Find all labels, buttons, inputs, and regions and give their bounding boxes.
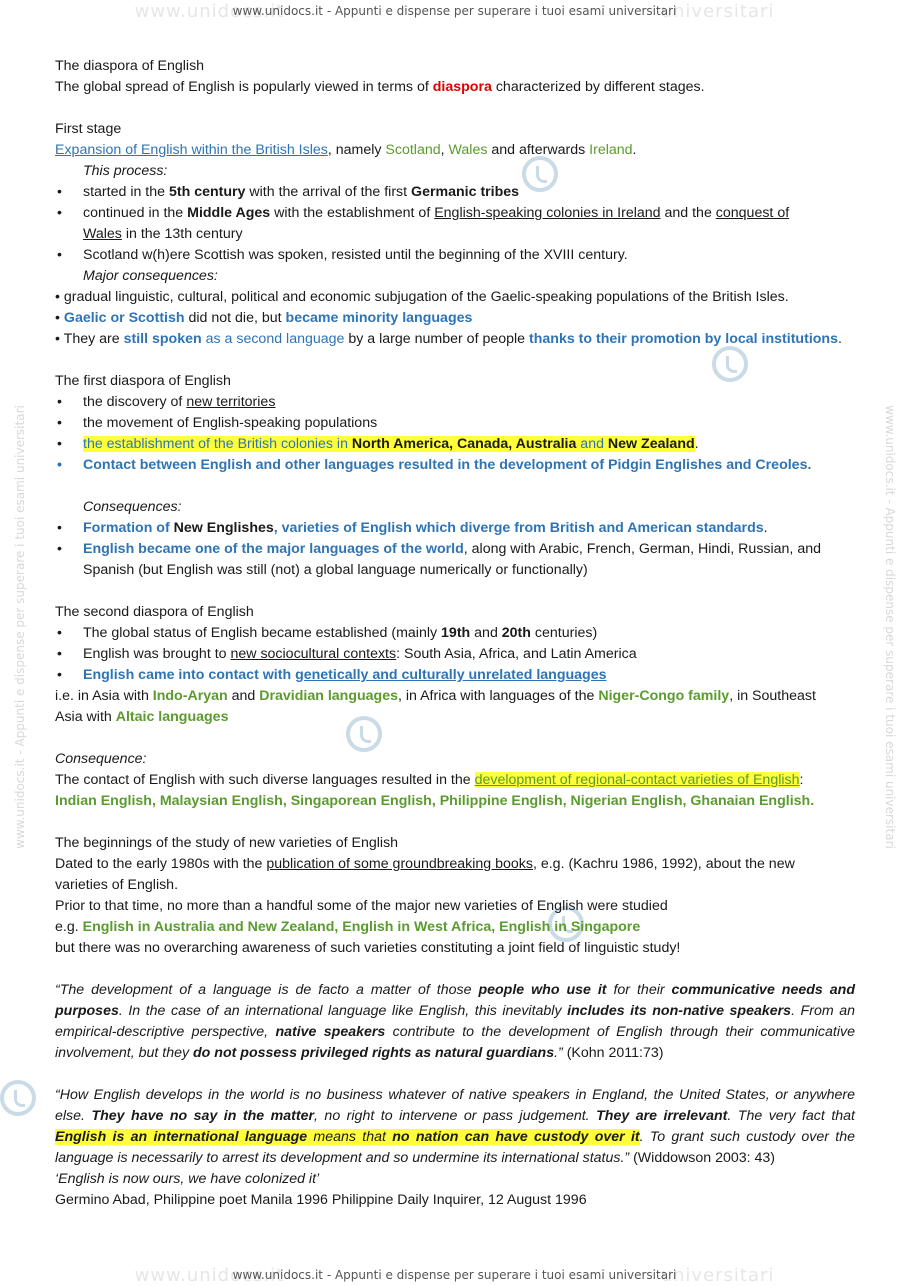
process-label: This process: bbox=[83, 163, 168, 179]
header-banner-faint: www.unidocs.it universitari bbox=[134, 1, 775, 22]
header-banner bbox=[0, 1, 909, 22]
consequence-item: • They are still spoken as a second language by a large number of people thanks to their promotion by local institutions. bbox=[55, 331, 842, 347]
ie-paragraph-continuation: Asia with Altaic languages bbox=[55, 709, 229, 725]
consequences-label: Consequences: bbox=[83, 499, 182, 515]
first-stage-lead: Expansion of English within the British Isles, namely Scotland, Wales and afterwards Ireland. bbox=[55, 142, 637, 158]
beginnings-line: Prior to that time, no more than a handful some of the major new varieties of English were studied bbox=[55, 898, 668, 914]
section-title-beginnings: The beginnings of the study of new varieties of English bbox=[55, 835, 399, 851]
quote-english-ours: ‘English is now ours, we have colonized it’ bbox=[55, 1171, 320, 1187]
beginnings-line: but there was no overarching awareness of such varieties constituting a joint field of linguistic study! bbox=[55, 940, 681, 956]
section-title-first-diaspora: The first diaspora of English bbox=[55, 373, 231, 389]
list-item-continuation: Wales in the 13th century bbox=[83, 226, 243, 242]
list-item: • English came into contact with genetically and culturally unrelated languages bbox=[55, 665, 855, 686]
list-item: • Scotland w(h)ere Scottish was spoken, resisted until the beginning of the XVIII century. bbox=[55, 245, 855, 266]
quote-widdowson: “How English develops in the world is no business whatever of native speakers in England, the United States, or anywhere else. They have no say in the matter, no right to intervene or pass judgement. They are irrelevant. The very fact that English is an international language means that no nation can have custody over it. To grant such custody over the language is necessarily to arrest its development and so undermine its international status.” (Widdowson 2003: 43) bbox=[55, 1087, 856, 1166]
list-item: • Formation of New Englishes, varieties of English which diverge from British and American standards. bbox=[55, 518, 855, 539]
list-item: • The global status of English became established (mainly 19th and 20th centuries) bbox=[55, 623, 855, 644]
intro-paragraph: The global spread of English is popularly viewed in terms of diaspora characterized by different stages. bbox=[55, 79, 705, 95]
section-title-first-stage: First stage bbox=[55, 121, 122, 137]
list-item: • the discovery of new territories bbox=[55, 392, 855, 413]
consequence-label: Consequence: bbox=[55, 751, 147, 767]
list-item-continuation: Spanish (but English was still (not) a global language numerically or functionally) bbox=[83, 562, 588, 578]
header-banner-text: www.unidocs.it - Appunti e dispense per superare i tuoi esami universitari bbox=[232, 4, 677, 18]
footer-banner-text: www.unidocs.it - Appunti e dispense per superare i tuoi esami universitari bbox=[232, 1268, 677, 1282]
list-item: • Contact between English and other languages resulted in the development of Pidgin Englishes and Creoles. bbox=[55, 455, 855, 476]
major-consequences-label: Major consequences: bbox=[83, 268, 218, 284]
consequence-item: • gradual linguistic, cultural, political and economic subjugation of the Gaelic-speaking populations of the British Isles. bbox=[55, 289, 789, 305]
side-watermark-left: www.unidocs.it - Appunti e dispense per superare i tuoi esami universitari bbox=[13, 405, 27, 849]
section-title-second-diaspora: The second diaspora of English bbox=[55, 604, 254, 620]
list-item: • started in the 5th century with the arrival of the first Germanic tribes bbox=[55, 182, 855, 203]
document-body bbox=[55, 56, 855, 1211]
consequence-paragraph: The contact of English with such diverse languages resulted in the development of regional-contact varieties of English: bbox=[55, 772, 804, 788]
list-item: • English became one of the major languages of the world, along with Arabic, French, German, Hindi, Russian, and bbox=[55, 539, 855, 560]
list-item: • the establishment of the British colonies in North America, Canada, Australia and New Zealand. bbox=[55, 434, 855, 455]
consequence-item: • Gaelic or Scottish did not die, but became minority languages bbox=[55, 310, 473, 326]
footer-banner bbox=[0, 1265, 909, 1286]
side-watermark-right: www.unidocs.it - Appunti e dispense per superare i tuoi esami universitari bbox=[883, 405, 897, 849]
list-item: • the movement of English-speaking populations bbox=[55, 413, 855, 434]
list-item: • English was brought to new sociocultural contexts: South Asia, Africa, and Latin America bbox=[55, 644, 855, 665]
section-title-diaspora: The diaspora of English bbox=[55, 58, 205, 74]
beginnings-line: Dated to the early 1980s with the publication of some groundbreaking books, e.g. (Kachru 1986, 1992), about the new bbox=[55, 856, 795, 872]
beginnings-line: varieties of English. bbox=[55, 877, 179, 893]
ie-paragraph: i.e. in Asia with Indo-Aryan and Dravidian languages, in Africa with languages of the Niger-Congo family, in Southeast bbox=[55, 688, 816, 704]
quote-attribution: Germino Abad, Philippine poet Manila 1996 Philippine Daily Inquirer, 12 August 1996 bbox=[55, 1192, 587, 1208]
watermark-logo-icon bbox=[0, 1080, 36, 1116]
beginnings-line: e.g. English in Australia and New Zealand, English in West Africa, English in Singapore bbox=[55, 919, 641, 935]
list-item: • continued in the Middle Ages with the establishment of English-speaking colonies in Ireland and the conquest of bbox=[55, 203, 855, 224]
varieties-list: Indian English, Malaysian English, Singaporean English, Philippine English, Nigerian English, Ghanaian English. bbox=[55, 793, 815, 809]
quote-kohn: “The development of a language is de facto a matter of those people who use it for their communicative needs and purposes. In the case of an international language like English, this inevitably includes its non-native speakers. From an empirical-descriptive perspective, native speakers contribute to the development of English through their communicative involvement, but they do not possess privileged rights as natural guardians.” (Kohn 2011:73) bbox=[55, 982, 855, 1061]
footer-banner-faint: www.unidocs.it universitari bbox=[134, 1265, 775, 1286]
